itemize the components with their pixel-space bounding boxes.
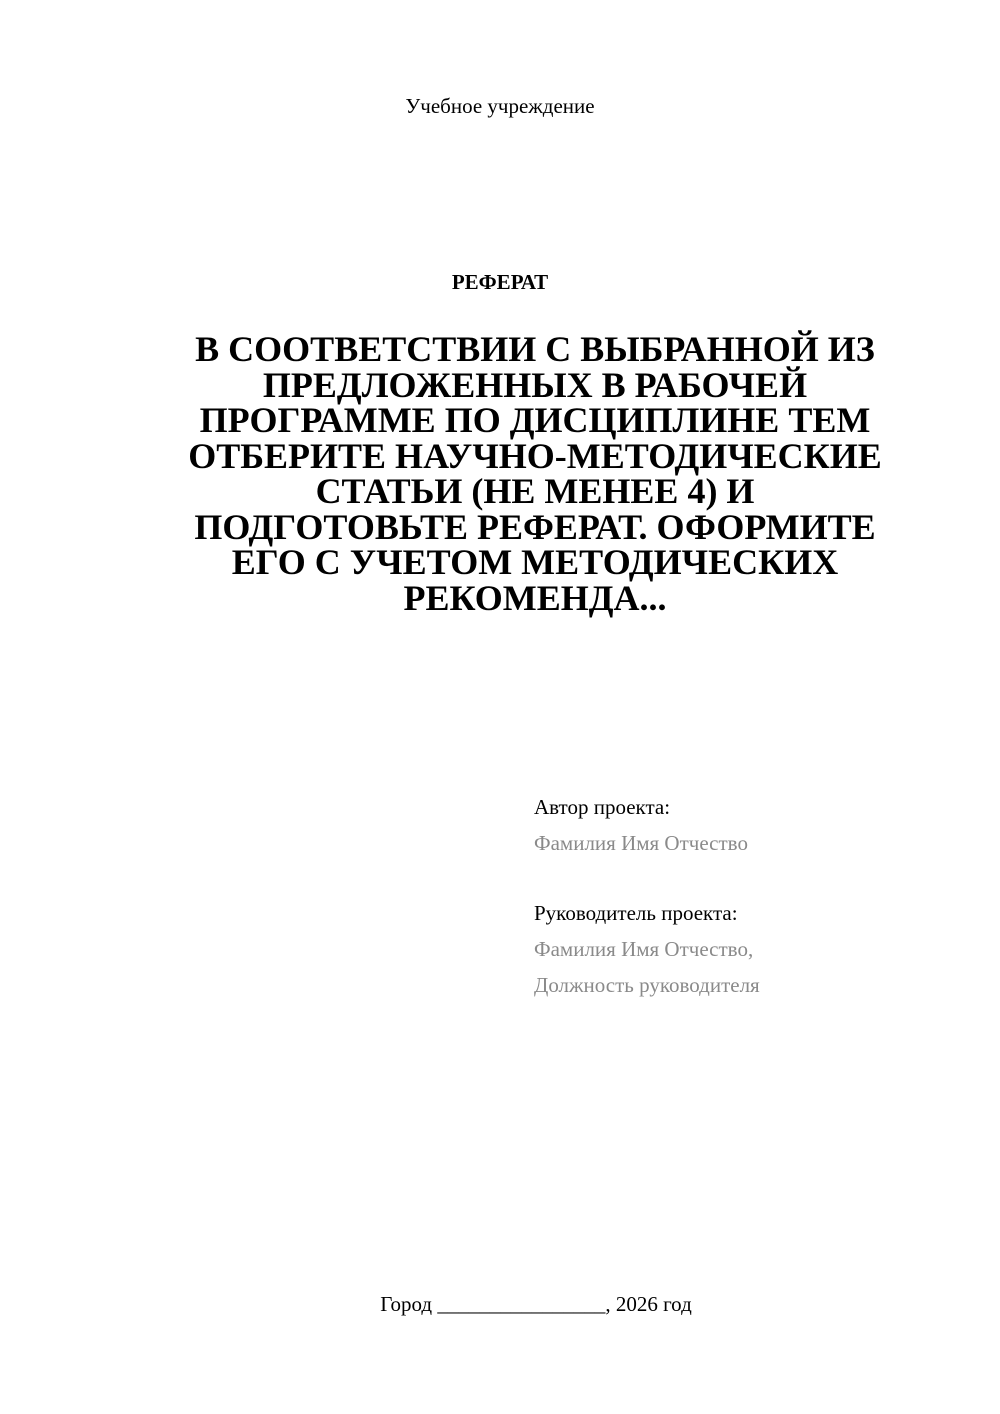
supervisor-name: Фамилия Имя Отчество, [534, 937, 754, 961]
author-label: Автор проекта: [534, 795, 671, 819]
title-line: ПРЕДЛОЖЕННЫХ В РАБОЧЕЙ [262, 364, 808, 405]
title-line: ОТБЕРИТЕ НАУЧНО-МЕТОДИЧЕСКИЕ [188, 435, 882, 476]
credits-block [534, 789, 974, 1003]
title-line: ПРОГРАММЕ ПО ДИСЦИПЛИНЕ ТЕМ [199, 400, 871, 440]
institution-name: Учебное учреждение [405, 94, 595, 118]
title-line: ПОДГОТОВЬТЕ РЕФЕРАТ. ОФОРМИТЕ [194, 506, 876, 547]
title-line: В СООТВЕТСТВИИ С ВЫБРАННОЙ ИЗ [195, 329, 875, 369]
author-name: Фамилия Имя Отчество [534, 831, 748, 855]
document-title [160, 329, 910, 618]
supervisor-position: Должность руководителя [534, 973, 760, 997]
credits-spacer [534, 861, 974, 895]
title-line: СТАТЬИ (НЕ МЕНЕЕ 4) И [315, 471, 755, 511]
title-line: ЕГО С УЧЕТОМ МЕТОДИЧЕСКИХ [231, 542, 839, 582]
document-type-label: РЕФЕРАТ [451, 270, 549, 294]
title-line: РЕКОМЕНДА... [403, 577, 667, 618]
supervisor-label: Руководитель проекта: [534, 901, 738, 925]
city-year-line: Город ________________, 2026 год [380, 1292, 692, 1316]
